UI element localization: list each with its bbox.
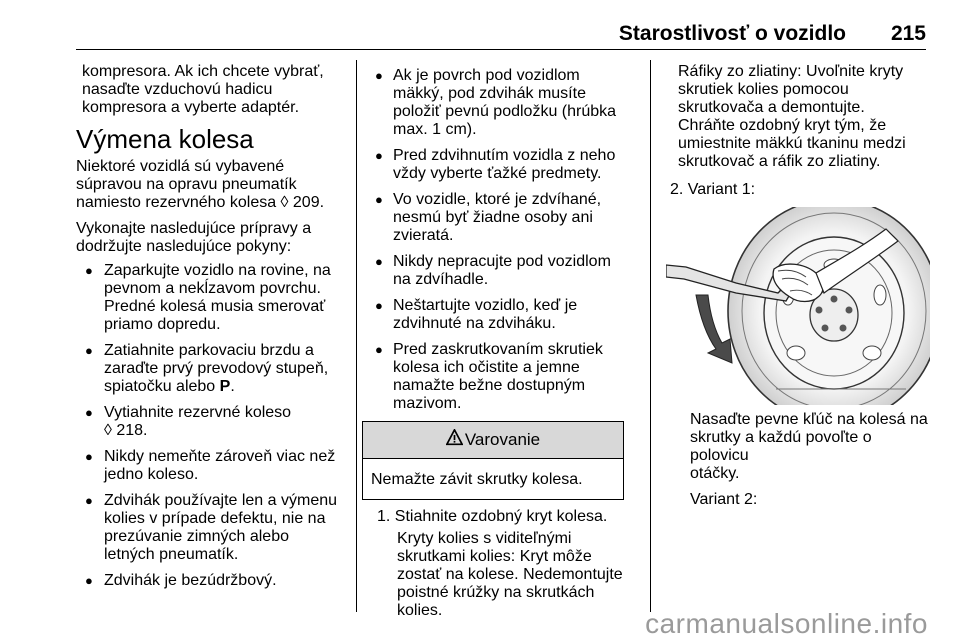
variant-2-label: Variant 2: xyxy=(690,491,758,508)
list-item: ● Zatiahnite parkovaciu brzdu a zaraďte prvý prevodový stupeň, spiatočku alebo P. xyxy=(76,342,346,396)
column-divider xyxy=(650,60,651,612)
list-item: ● Nikdy nemeňte zároveň viac než jedno koleso. xyxy=(76,448,346,484)
page-number: 215 xyxy=(890,22,926,45)
alloy-rims-text: Ráfiky zo zliatiny: Uvoľnite kryty skrutiek kolies pomocou skrutkovača a demontujte. Chráňte ozdobný kryt tým, že umiestnite mäkkú tkaninu medzi skrutkovač a ráfik zo zliatiny. xyxy=(678,63,906,170)
step-2: 2. Variant 1: xyxy=(670,181,756,198)
list-item: ● Ak je povrch pod vozidlom mäkký, pod zdvihák musíte položiť pevnú podložku (hrúbka max. 1 cm). xyxy=(371,67,635,139)
header-rule xyxy=(76,49,926,50)
column-divider xyxy=(356,60,357,612)
column-left xyxy=(76,63,346,598)
wheel-wrench-illustration xyxy=(666,207,930,405)
list-item: ● Nikdy nepracujte pod vozidlom na zdvíhadle. xyxy=(371,253,635,289)
list-item: ● Vytiahnite rezervné koleso ◊ 218. xyxy=(76,404,346,440)
list-item: ● Pred zaskrutkovaním skrutiek kolesa ich očistite a jemne namažte bežne dostupným mazivom. xyxy=(371,341,635,413)
figure-caption: Nasaďte pevne kľúč na kolesá na skrutky a každú povoľte o polovicu otáčky. xyxy=(690,411,928,482)
paragraph: Niektoré vozidlá sú vybavené súpravou na opravu pneumatík namiesto rezervného kolesa ◊ 209. xyxy=(76,158,325,211)
bullet-list xyxy=(371,67,635,413)
warning-icon xyxy=(446,423,463,459)
column-middle xyxy=(371,63,635,620)
section-heading: Výmena kolesa xyxy=(76,124,254,154)
list-item: ● Pred zdvihnutím vozidla z neho vždy vyberte ťažké predmety. xyxy=(371,147,635,183)
page-header xyxy=(76,20,926,50)
intro-text: kompresora. Ak ich chcete vybrať, nasaďte vzduchovú hadicu kompresora a vyberte adaptér. xyxy=(82,63,324,116)
list-item: ● Zaparkujte vozidlo na rovine, na pevnom a nekĺzavom povrchu. Predné kolesá musia smerovať priamo dopredu. xyxy=(76,262,346,334)
list-item: ● Zdvihák je bezúdržbový. xyxy=(76,572,346,590)
watermark: carmanualsonline.info xyxy=(645,608,928,639)
paragraph: Vykonajte nasledujúce prípravy a dodržujte nasledujúce pokyny: xyxy=(76,220,312,255)
list-item: ● Vo vozidle, ktoré je zdvíhané, nesmú byť žiadne osoby ani zvieratá. xyxy=(371,191,635,245)
warning-title: Varovanie xyxy=(464,430,541,449)
warning-text: Nemažte závit skrutky kolesa. xyxy=(371,471,583,488)
warning-header xyxy=(363,422,623,459)
column-right xyxy=(670,63,930,509)
step-1: 1. Stiahnite ozdobný kryt kolesa. xyxy=(377,508,608,525)
header-title: Starostlivosť o vozidlo xyxy=(618,22,846,45)
list-item: ● Neštartujte vozidlo, keď je zdvihnuté na zdviháku. xyxy=(371,297,635,333)
gear-p-label: P xyxy=(219,378,231,395)
bullet-list xyxy=(76,262,346,590)
warning-box xyxy=(362,421,624,500)
list-item: ● Zdvihák používajte len a výmenu kolies v prípade defektu, nie na prezúvanie zimných alebo letných pneumatík. xyxy=(76,492,346,564)
step-1-text: Kryty kolies s viditeľnými skrutkami kolies: Kryt môže zostať na kolese. Nedemontujte poistné krúžky na skrutkách kolies. xyxy=(397,530,623,619)
